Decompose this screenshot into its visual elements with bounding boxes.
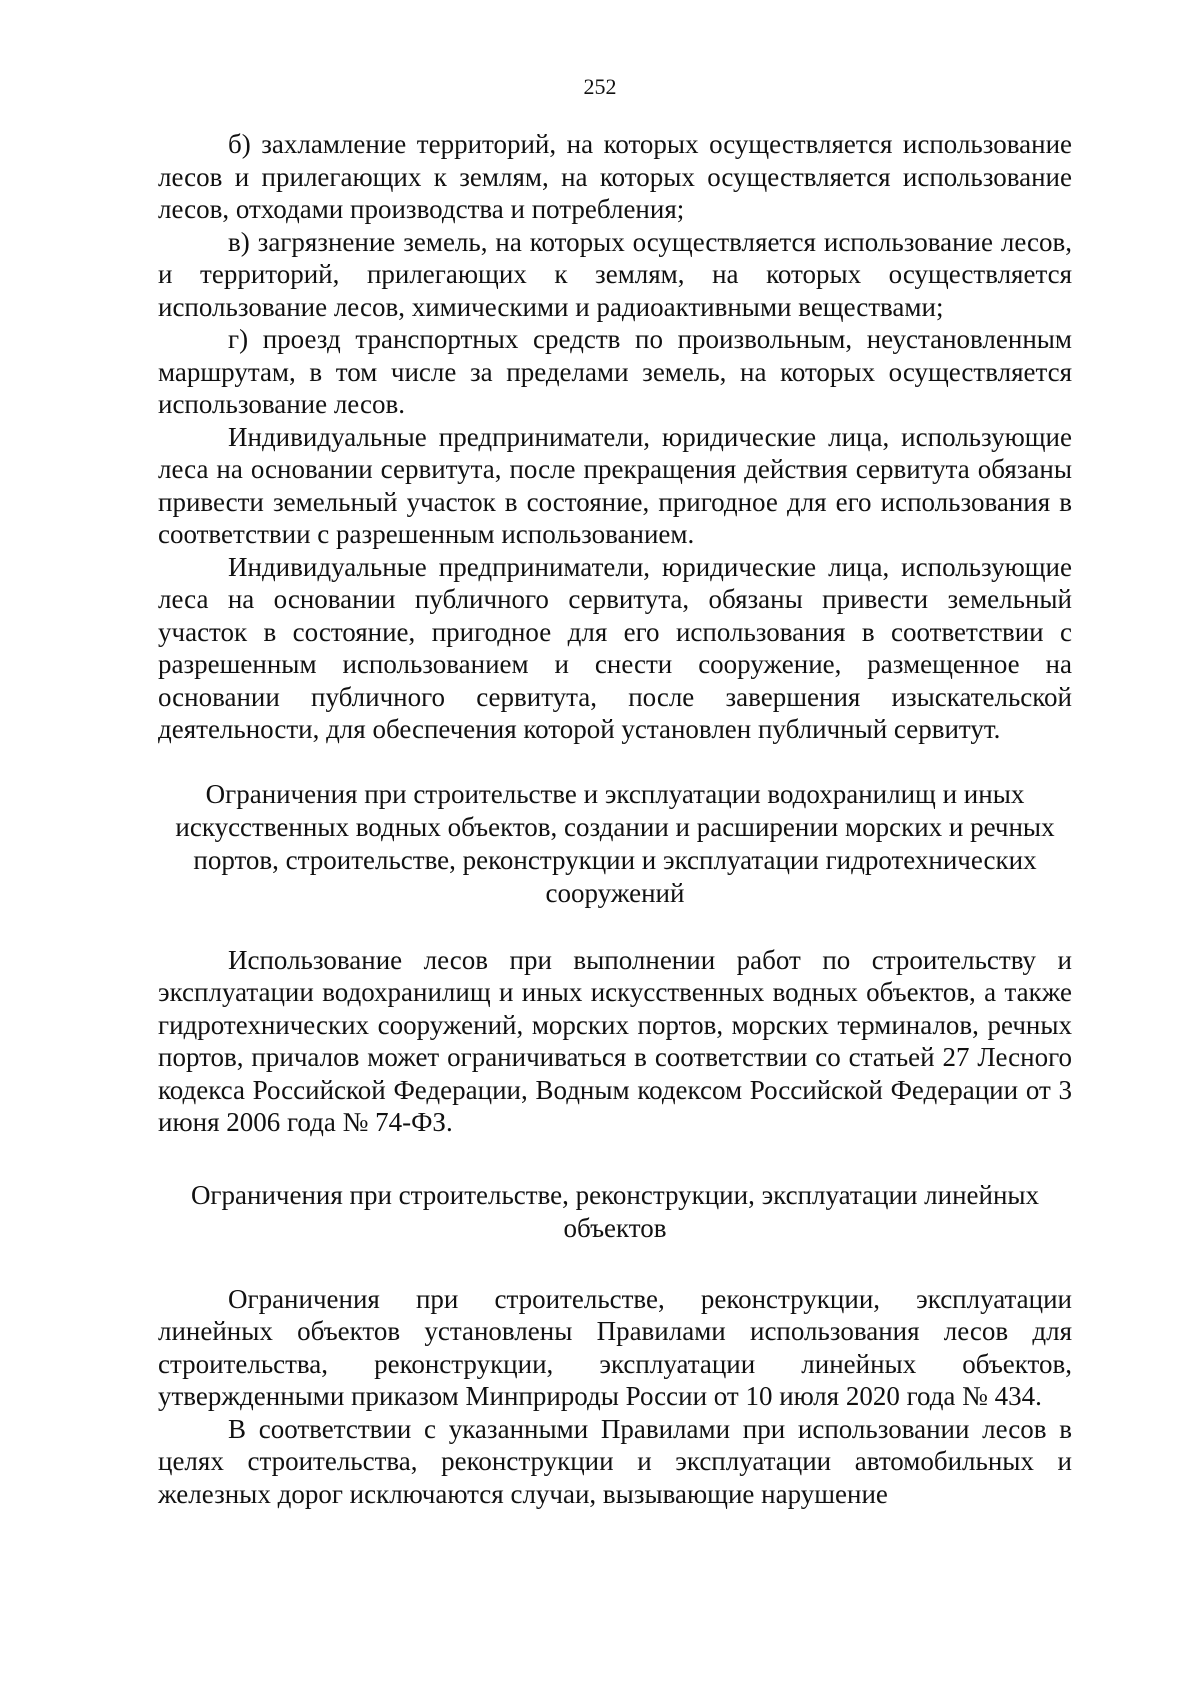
paragraph-item-b: б) захламление территорий, на которых осуществляется использование лесов и прилегающих к землям, на которых осуществляется использование лесов, отходами производства и потребления; [158,129,1072,224]
paragraph-item-g: г) проезд транспортных средств по произвольным, неустановленным маршрутам, в том числе за пределами земель, на которых осуществляется использование лесов. [158,324,1072,419]
paragraph-roads: В соответствии с указанными Правилами при использовании лесов в целях строительства, реконструкции и эксплуатации автомобильных и железных дорог исключаются случаи, вызывающие нарушение [158,1413,1072,1509]
paragraph-reservoirs: Использование лесов при выполнении работ по строительству и эксплуатации водохранилищ и иных искусственных водных объектов, а также гидротехнических сооружений, морских портов, морских терминалов, речных портов, причалов может ограничиваться в соответствии со статьей 27 Лесного кодекса Российской Федерации, Водным кодексом Российской Федерации от 3 июня 2006 года № 74-ФЗ. [158,944,1072,1137]
page-number: 252 [583,74,617,99]
paragraph-item-v: в) загрязнение земель, на которых осуществляется использование лесов, и территорий, прилегающих к землям, на которых осуществляется использование лесов, химическими и радиоактивными веществами; [158,226,1072,322]
paragraph-linear-objects: Ограничения при строительстве, реконструкции, эксплуатации линейных объектов установлены Правилами использования лесов для строительства, реконструкции, эксплуатации линейных объектов, утвержденными приказом Минприроды России от 10 июля 2020 года № 434. [158,1283,1072,1411]
paragraph-public-servitude: Индивидуальные предприниматели, юридические лица, использующие леса на основании публичного сервитута, обязаны привести земельный участок в состояние, пригодное для его использования в соответствии с разрешенным использованием и снести сооружение, размещенное на основании публичного сервитута, после завершения изыскательской деятельности, для обеспечения которой установлен публичный сервитут. [158,551,1072,744]
section-heading-reservoirs: Ограничения при строительстве и эксплуатации водохранилищ и иных искусственных водных объектов, создании и расширении морских и речных портов, строительстве, реконструкции и эксплуатации гидротехнических сооружений [175,778,1055,908]
paragraph-servitude: Индивидуальные предприниматели, юридические лица, использующие леса на основании сервитута, после прекращения действия сервитута обязаны привести земельный участок в состояние, пригодное для его использования в соответствии с разрешенным использованием. [158,421,1072,549]
section-heading-linear-objects: Ограничения при строительстве, реконструкции, эксплуатации линейных объектов [190,1179,1040,1243]
document-body [158,128,1072,1510]
